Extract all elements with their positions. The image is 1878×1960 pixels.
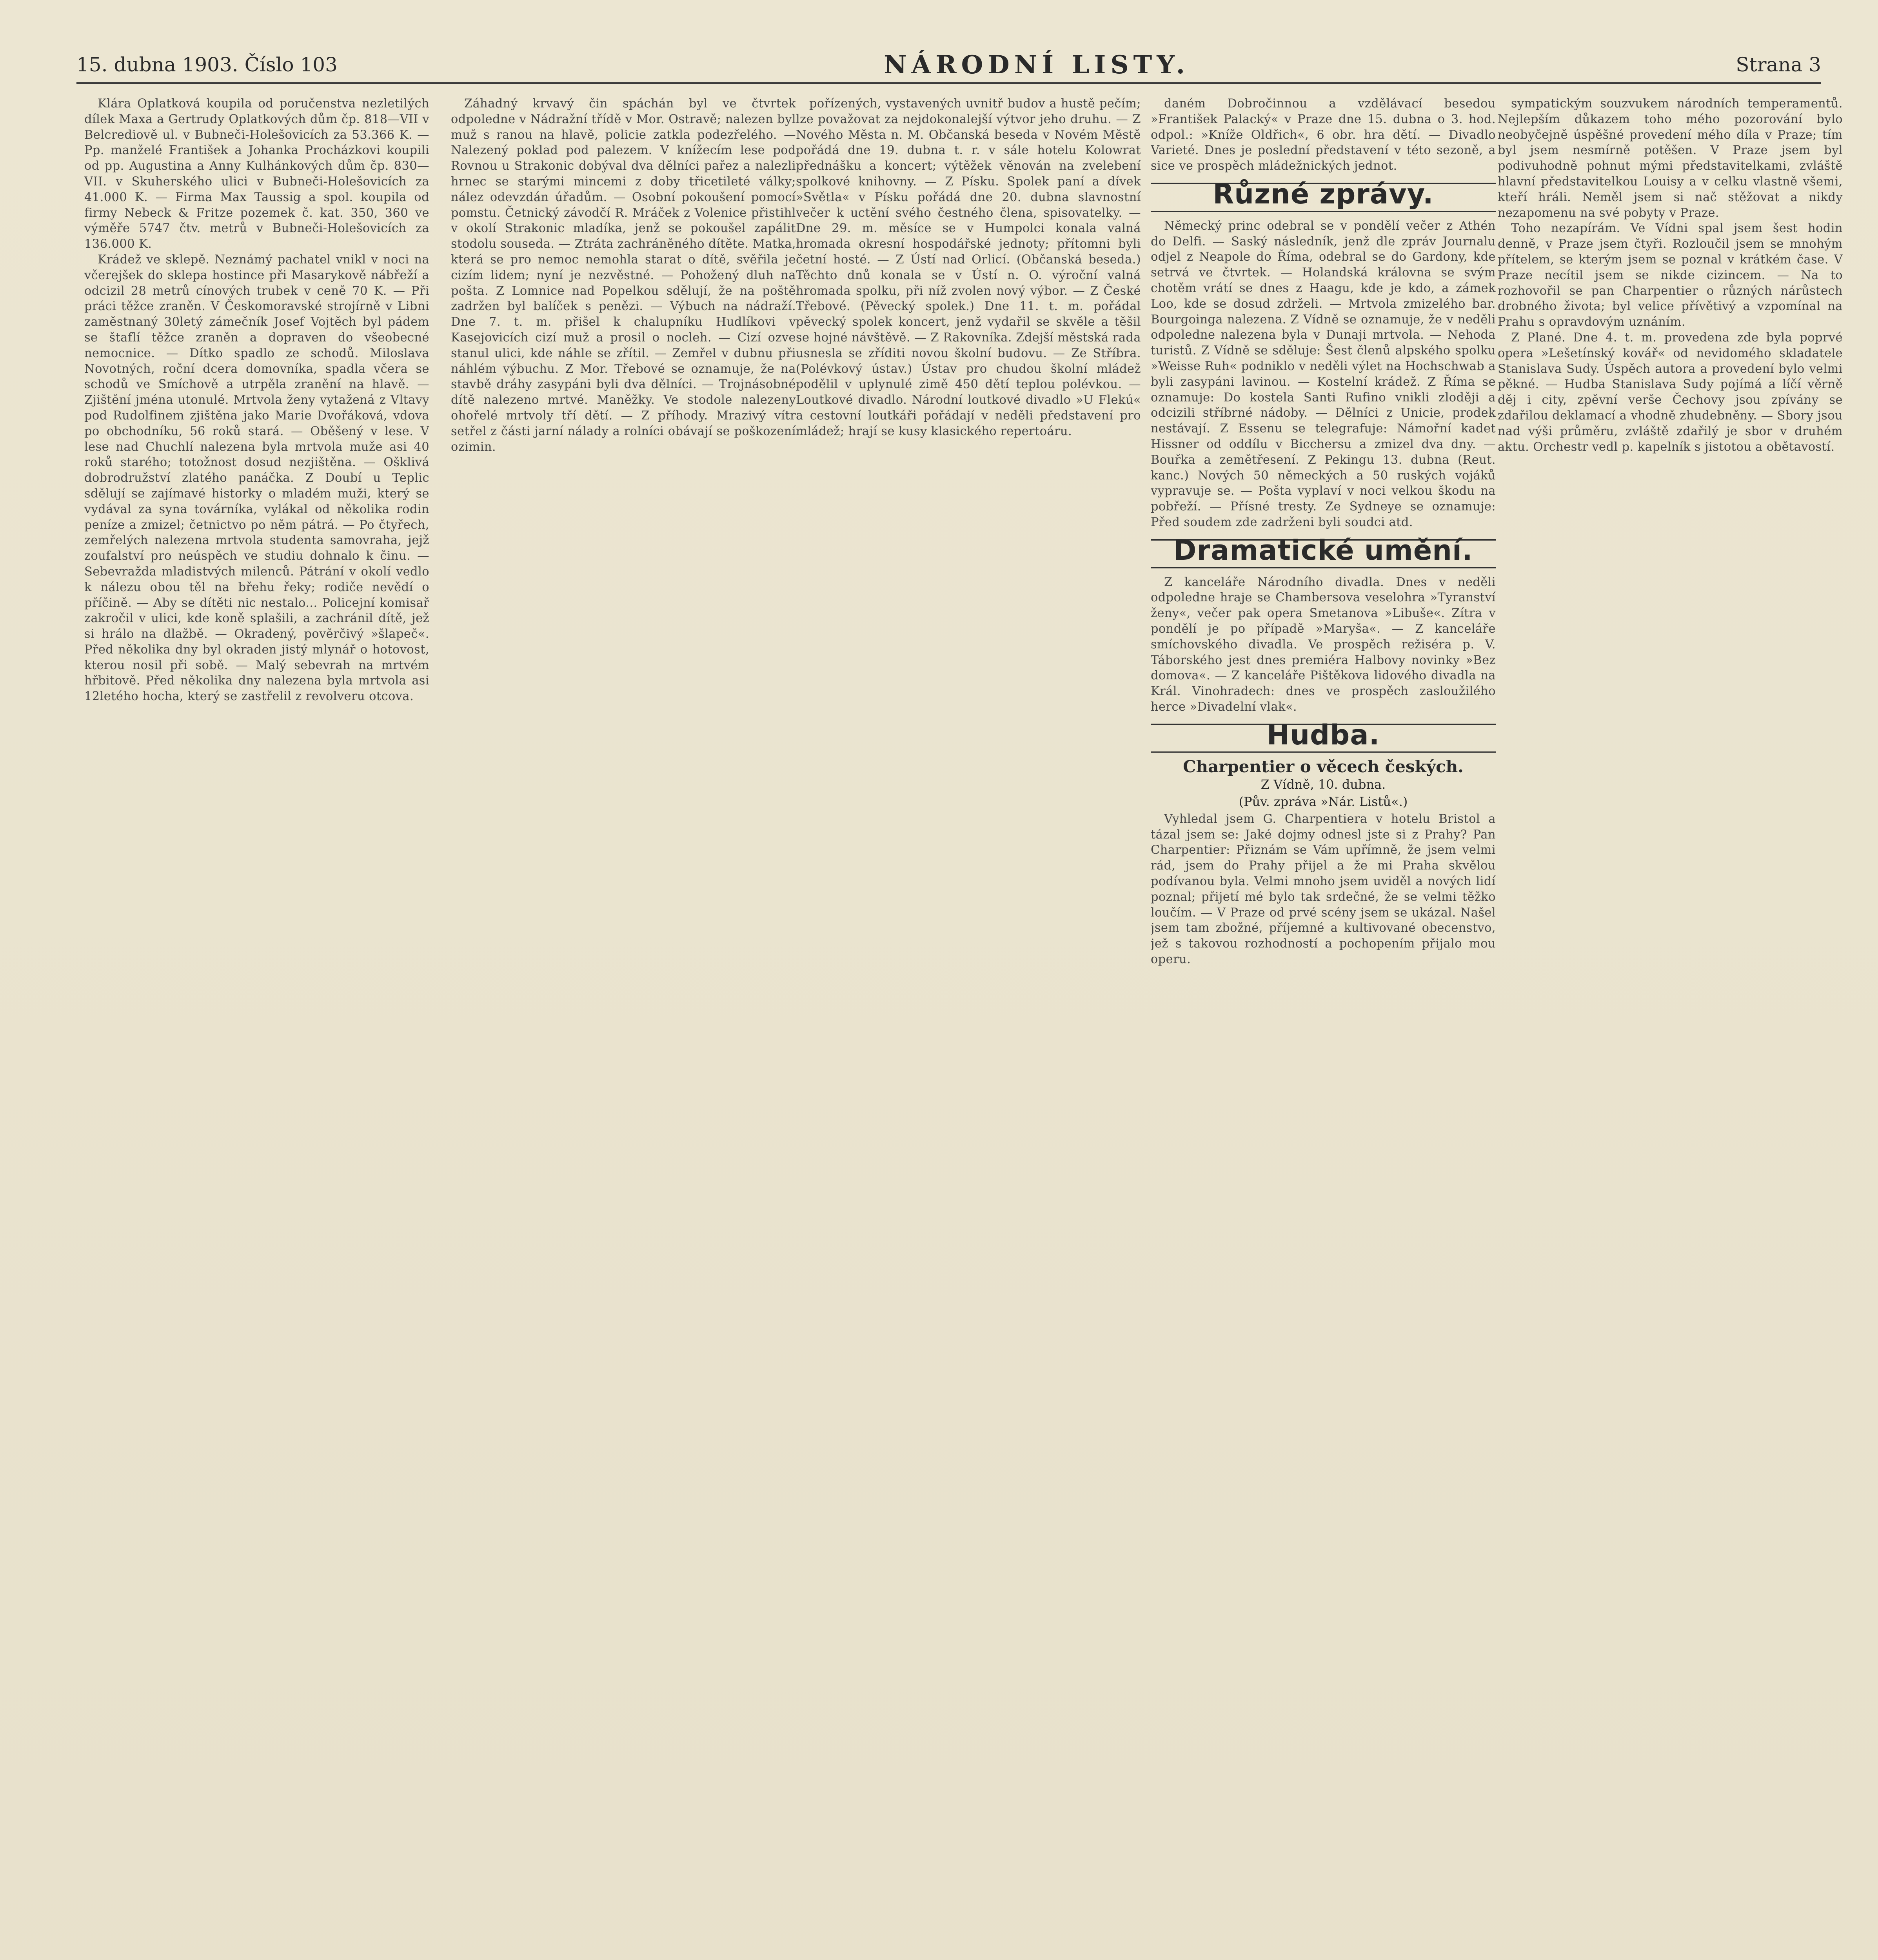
column-1-lead: Klára Oplatková koupila od poručenstva nezletilých dílek Maxa a Gertrudy Oplatkových dům čp. 818—VII v Belcrediově ul. v Bubneči-Holešovicích za 53.366 K. — Pp. manželé František a Johanka Procházkovi koupili od pp. Augustina a Anny Kulhánkových dům čp. 830—VII. v Skuherského ulici v Bubneči-Holešovicích za 41.000 K. — Firma Max Taussig a spol. koupila od firmy Nebeck & Fritze pozemek č. kat. 350, 360 ve výměře 5747 čtv. metrů v Bubneči-Holešovicích za 136.000 K.	[84, 97, 429, 251]
section-title-ruzne: Různé zprávy.	[1213, 178, 1434, 210]
newspaper-title: NÁRODNÍ LISTY.	[884, 50, 1190, 80]
column-2	[451, 96, 796, 1960]
article-source-note: (Pův. zpráva »Nár. Listů«.)	[1239, 794, 1408, 809]
page-number: Strana 3	[1736, 53, 1821, 76]
column-5-mid: Toho nezapírám. Ve Vídni spal jsem šest hodin denně, v Praze jsem čtyři. Rozloučil jsem se mnohým přítelem, se kterým jsem se poznal v krátkém čase. V Praze necítil jsem se nikde cizincem. — Na to rozhovořil se pan Charpentier o různých nárůstech drobného života; byl velice přívětivý a vzpomínal na Prahu s opravdovým uznáním.	[1498, 221, 1843, 329]
column-3-body: pořízených, vystavených uvnitř budov a hustě pečím; lze považovat za nejdokonalejší výtvor jeho druhu. — Z Nového Města n. M. Občanská beseda v Novém Městě pořádá dne 19. dubna t. r. v sále hotelu Kolowrat přednášku a koncert; výtěžek věnován na zvelebení spolkové knihovny. — Z Písku. Spolek paní a dívek »Světla« v Písku pořádá dne 20. dubna slavnostní večer k uctění svého čestného člena, spisovatelky. — Dne 29. m. měsíce se v Humpolci konala valná hromada okresní hospodářské jednoty; přítomni byli četní hosté. — Z Ústí nad Orlicí. (Občanská beseda.) Těchto dnů konala se v Ústí n. O. výroční valná hromada spolku, při níž zvolen nový výbor. — Z České Třebové. (Pěvecký spolek.) Dne 11. t. m. pořádal pěvecký spolek koncert, jenž vydařil se skvěle a těšil se hojné návštěvě. — Z Rakovníka. Zdejší městská rada usnesla se zříditi novou školní budovu. — Ze Stříbra. (Polévkový ústav.) Ústav pro chudou školní mládež podělil v uplynulé zimě 450 dětí teplou polévkou. — Loutkové divadlo. Národní loutkové divadlo »U Flekú« a cestovní loutkáři pořádají v neděli představení pro mládež; hrají se kusy klasického repertoáru.	[796, 97, 1141, 438]
section-header-dramaticke	[1151, 534, 1496, 568]
masthead	[76, 47, 1821, 84]
column-3	[796, 96, 1141, 1960]
column-5-top: sympatickým souzvukem národních temperamentů. Nejlepším důkazem toho mého pozorování bylo neobyčejně úspěšné provedení mého díla v Praze; tím byl jsem nesmírně potěšen. V Praze jsem byl podivuhodně pohnut mými představitelkami, zvláště hlavní představitelkou Louisy a v celku vlastně všemi, kteří hráli. Neměl jsem si nač stěžovat a nikdy nezapomenu na své pobyty v Praze.	[1498, 97, 1843, 220]
column-4-top: daném Dobročinnou a vzdělávací besedou »František Palacký« v Praze dne 15. dubna o 3. hod. odpol.: »Kníže Oldřich«, 6 obr. hra dětí. — Divadlo Varieté. Dnes je poslední představení v této sezoně, a sice ve prospěch mládežnických jednot.	[1151, 97, 1496, 173]
hudba-body: Vyhledal jsem G. Charpentiera v hotelu Bristol a tázal jsem se: Jaké dojmy odnesl jste si z Prahy? Pan Charpentier: Přiznám se Vám upřímně, že jsem velmi rád, jsem do Prahy přijel a že mi Praha skvělou podívanou byla. Velmi mnoho jsem uviděl a nových lidí poznal; přijetí mé bylo tak srdečné, že se velmi těžko loučím. — V Praze od prvé scény jsem se ukázal. Našel jsem tam zbožné, příjemné a kultivované obecenstvo, jež s takovou rozhodností a pochopením přijalo mou operu.	[1151, 812, 1496, 967]
section-title-hudba: Hudba.	[1266, 719, 1380, 751]
column-4	[1151, 96, 1496, 1960]
column-5	[1498, 96, 1843, 1960]
section-header-ruzne	[1151, 178, 1496, 212]
dramaticke-body: Z kanceláře Národního divadla. Dnes v neděli odpoledne hraje se Chambersova veselohra »Tyranství ženy«, večer pak opera Smetanova »Libuše«. Zítra v pondělí je po případě »Maryša«. — Z kanceláře smíchovského divadla. Ve prospěch režiséra p. V. Táborského jest dnes premiéra Halbovy novinky »Bez domova«. — Z kanceláře Pištěkova lidového divadla na Král. Vinohradech: dnes ve prospěch zasloužilého herce »Divadelní vlak«.	[1151, 575, 1496, 714]
ruzne-body: Německý princ odebral se v pondělí večer z Athén do Delfi. — Saský následník, jenž dle zpráv Journalu odjel z Neapole do Říma, odebral se do Gardony, kde setrvá ve čtvrtek. — Holandská královna se svým chotěm vrátí se dnes z Haagu, kde je kdo, a zámek Loo, kde se dosud zdrželi. — Mrtvola zmizelého bar. Bourgoinga nalezena. Z Vídně se oznamuje, že v neděli odpoledne nalezena byla v Dunaji mrtvola. — Nehoda turistů. Z Vídně se sděluje: Šest členů alpského spolku »Weisse Ruh« podniklo v neděli výlet na Hochschwab a byli zasypáni lavinou. — Kostelní krádež. Z Říma se oznamuje: Do kostela Santi Rufino vnikli zloději a odcizili stříbrné nádoby. — Dělníci z Unicie, prodek nestávají. Z Essenu se telegrafuje: Námořní kadet Hissner od oddílu v Bicchersu a zmizel dva dny. — Bouřka a zemětřesení. Z Pekingu 13. dubna (Reut. kanc.) Nových 50 německých a 50 ruských vojáků vypravuje se. — Pošta vyplaví v noci velkou škodu na pobřeží. — Přísné tresty. Ze Sydneye se oznamuje: Před soudem zde zadrženi byli soudci atd.	[1151, 219, 1496, 529]
issue-date: 15. dubna 1903. Číslo 103	[76, 53, 338, 76]
column-5-plans: Z Plané. Dne 4. t. m. provedena zde byla poprvé opera »Lešetínský kovář« od nevidomého skladatele Stanislava Sudy. Úspěch autora a provedení bylo velmi pěkné. — Hudba Stanislava Sudy pojímá a líčí věrně děj i city, zpěvní verše Čechovy jsou zpívány se zdařilou deklamací a vhodně zhudebněny. — Sbory jsou nad výši průměru, zvláště zdařilý je sbor v druhém aktu. Orchestr vedl p. kapelník s jistotou a obětavostí.	[1498, 330, 1843, 454]
column-1-body: Krádež ve sklepě. Neznámý pachatel vnikl v noci na včerejšek do sklepa hostince při Masarykově nábřeží a odcizil 28 metrů cínových trubek v ceně 70 K. — Při práci těžce zraněn. V Českomoravské strojírně v Libni zaměstnaný 30letý zámečník Josef Vojtěch byl pádem se štaflí těžce zraněn a dopraven do všeobecné nemocnice. — Dítko spadlo ze schodů. Miloslava Novotných, roční dcera domovníka, spadla včera se schodů ve Smíchově a utrpěla zranění na hlavě. — Zjištění jména utonulé. Mrtvola ženy vytažená z Vltavy pod Rudolfinem zjištěna jako Marie Dvořáková, vdova po obchodníku, 56 roků stará. — Oběšený v lese. V lese nad Chuchlí nalezena byla mrtvola muže asi 40 roků starého; totožnost dosud nezjištěna. — Ošklivá dobrodružství zlatého panáčka. Z Doubí u Teplic sdělují se zajímavé historky o mladém muži, který se vydával za syna továrníka, vylákal od několika rodin peníze a zmizel; četnictvo po něm pátrá. — Po čtyřech, zemřelých nalezena mrtvola studenta samovraha, jejž zoufalství pro neúspěch ve studiu dohnalo k činu. — Sebevražda mladistvých milenců. Pátrání v okolí vedlo k nálezu obou těl na břehu řeky; rodiče nevědí o příčině. — Aby se dítěti nic nestalo... Policejní komisař zakročil v ulici, kde koně splašili, a zachránil dítě, jež si hrálo na dlažbě. — Okradený, pověrčivý »šlapeč«. Před několika dny byl okraden jistý mlynář o hotovost, kterou nosil při sobě. — Malý sebevrah na mrtvém hřbitově. Před několika dny nalezena byla mrtvola asi 12letého hocha, který se zastřelil z revolveru otcova.	[84, 252, 429, 704]
column-2-body: Záhadný krvavý čin spáchán byl ve čtvrtek odpoledne v Nádražní třídě v Mor. Ostravě; nalezen byl muž s ranou na hlavě, policie zatkla podezřelého. — Nalezený poklad pod palezem. V knížecím lese pod Rovnou u Strakonic dobýval dva dělníci pařez a nalezli hrnec se starými mincemi z doby třicetileté války; nález odevzdán úřadům. — Osobní pokoušení pomocí pomstu. Četnický závodčí R. Mráček z Volenice přistihl v okolí Strakonic mladíka, jenž se pokoušel zapálit stodolu souseda. — Ztráta zachráněného dítěte. Matka, která se pro nemoc nemohla starat o dítě, svěřila je cizím lidem; nyní je nezvěstné. — Pohožený dluh na pošta. Z Lomnice nad Popelkou sdělují, že na poště zadržen byl balíček s penězi. — Výbuch na nádraží. Dne 7. t. m. přišel k chalupníku Hudlíkovi v Kasejovicích cizí muž a prosil o nocleh. — Cizí ozve stanul ulici, kde náhle se zřítil. — Zemřel v dubnu při náhlém výbuchu. Z Mor. Třebové se oznamuje, že na stavbě dráhy zasypáni byli dva dělníci. — Trojnásobné dítě nalezeno mrtvé. Maněžky. Ve stodole nalezeny ohořelé mrtvoly tří dětí. — Z příhody. Mrazivý vítr setřel z části jarní nálady a rolníci obávají se poškození ozimin.	[451, 97, 796, 454]
article-title-charpentier: Charpentier o věcech českých.	[1183, 757, 1464, 777]
column-1	[84, 96, 429, 1960]
section-header-hudba	[1151, 719, 1496, 753]
section-title-dramaticke: Dramatické umění.	[1173, 534, 1473, 566]
article-dateline: Z Vídně, 10. dubna.	[1260, 777, 1386, 792]
